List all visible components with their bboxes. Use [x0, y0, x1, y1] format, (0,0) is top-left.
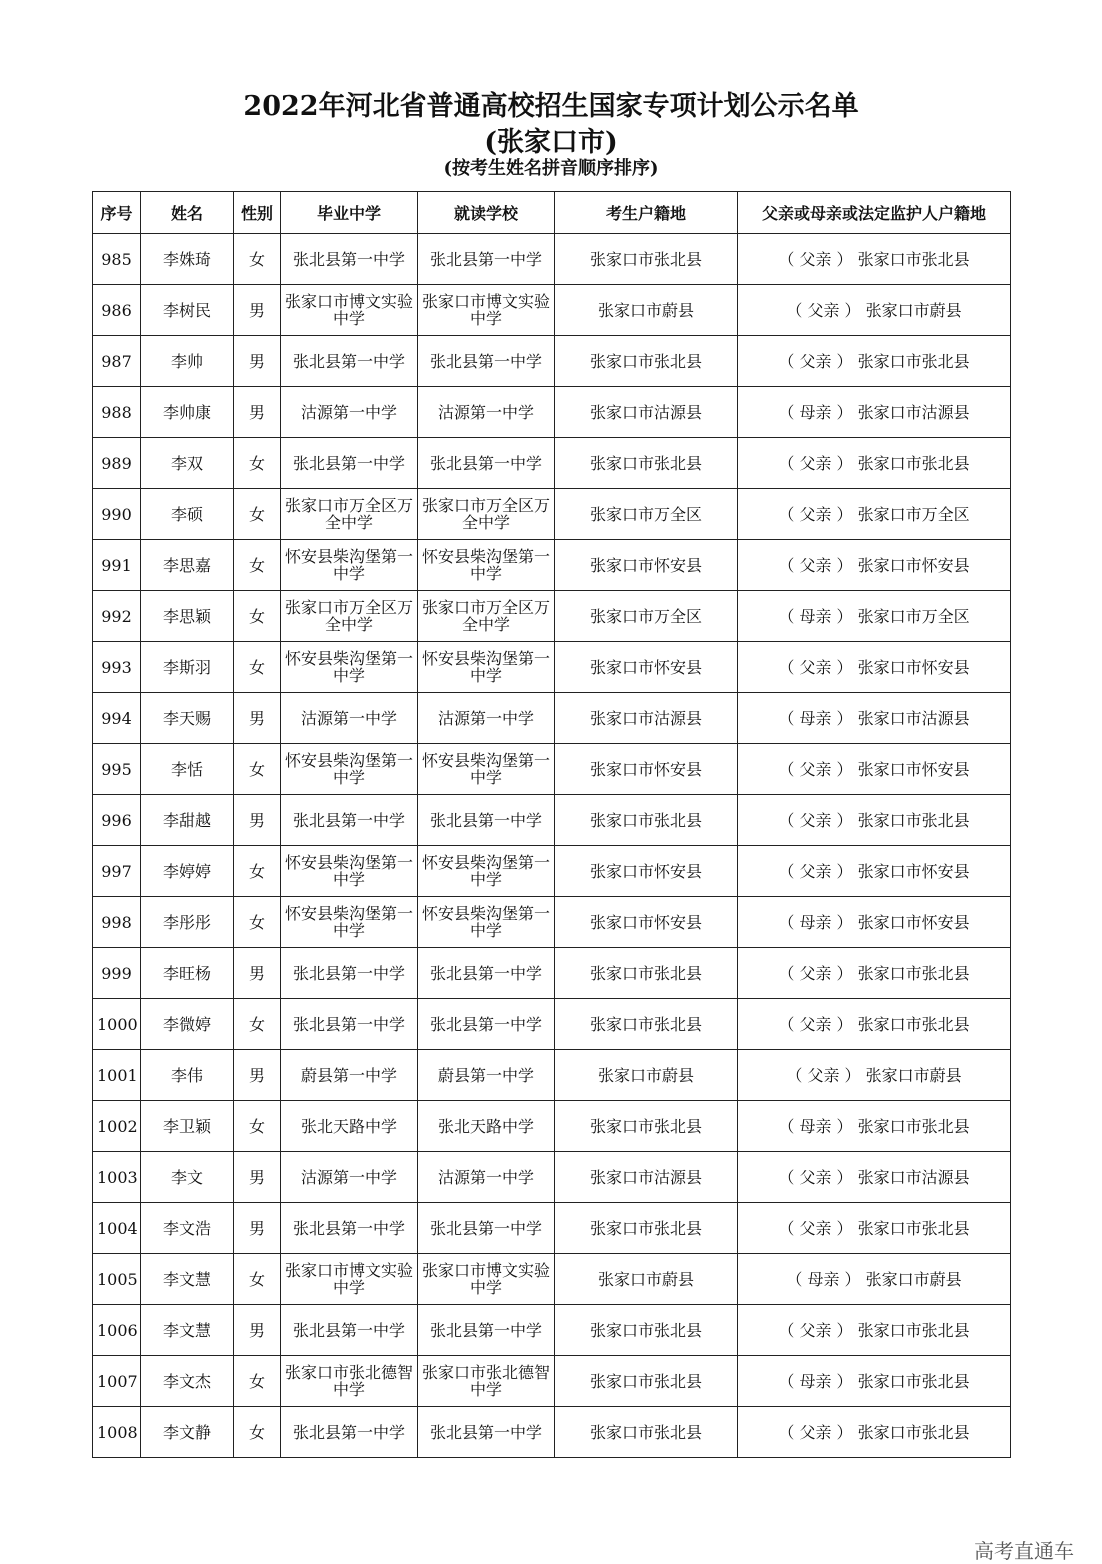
- document-title: 2022年河北省普通高校招生国家专项计划公示名单: [243, 91, 859, 122]
- table-row: [93, 234, 1011, 285]
- cell-grad-school: 沽源第一中学: [281, 693, 418, 744]
- cell-name: 李文慧: [141, 1305, 234, 1356]
- cell-name: 李帅: [141, 336, 234, 387]
- cell-gender: 男: [234, 1050, 281, 1101]
- table-row: [93, 897, 1011, 948]
- cell-grad-school: 张北县第一中学: [281, 438, 418, 489]
- cell-current-school: 张北县第一中学: [418, 795, 555, 846]
- cell-grad-school: 张北县第一中学: [281, 795, 418, 846]
- cell-current-school: 张北县第一中学: [418, 438, 555, 489]
- cell-name: 李文浩: [141, 1203, 234, 1254]
- table-row: [93, 438, 1011, 489]
- cell-guardian: （ 母亲 ） 张家口市万全区: [738, 591, 1011, 642]
- cell-gender: 女: [234, 642, 281, 693]
- cell-household: 张家口市张北县: [555, 999, 738, 1050]
- cell-grad-school: 张家口市万全区万全中学: [281, 591, 418, 642]
- col-header-seq: 序号: [93, 192, 141, 234]
- cell-gender: 女: [234, 1254, 281, 1305]
- cell-grad-school: 张北县第一中学: [281, 1305, 418, 1356]
- cell-name: 李卫颖: [141, 1101, 234, 1152]
- cell-seq: 996: [93, 795, 141, 846]
- table-row: [93, 1050, 1011, 1101]
- cell-current-school: 张家口市博文实验中学: [418, 285, 555, 336]
- cell-household: 张家口市怀安县: [555, 744, 738, 795]
- table-row: [93, 693, 1011, 744]
- table-row: [93, 948, 1011, 999]
- cell-name: 李思嘉: [141, 540, 234, 591]
- cell-name: 李微婷: [141, 999, 234, 1050]
- cell-household: 张家口市万全区: [555, 591, 738, 642]
- cell-seq: 985: [93, 234, 141, 285]
- header-row: [93, 192, 1011, 234]
- table-row: [93, 1254, 1011, 1305]
- cell-household: 张家口市沽源县: [555, 693, 738, 744]
- cell-guardian: （ 母亲 ） 张家口市张北县: [738, 1356, 1011, 1407]
- cell-household: 张家口市蔚县: [555, 1254, 738, 1305]
- cell-gender: 女: [234, 744, 281, 795]
- cell-current-school: 张北县第一中学: [418, 336, 555, 387]
- cell-household: 张家口市张北县: [555, 438, 738, 489]
- cell-household: 张家口市怀安县: [555, 540, 738, 591]
- cell-name: 李天赐: [141, 693, 234, 744]
- cell-seq: 989: [93, 438, 141, 489]
- cell-name: 李文慧: [141, 1254, 234, 1305]
- cell-seq: 1003: [93, 1152, 141, 1203]
- cell-gender: 男: [234, 285, 281, 336]
- cell-guardian: （ 母亲 ） 张家口市蔚县: [738, 1254, 1011, 1305]
- col-header-name: 姓名: [141, 192, 234, 234]
- cell-current-school: 张北县第一中学: [418, 234, 555, 285]
- table-row: [93, 1305, 1011, 1356]
- roster-body: [93, 234, 1011, 1458]
- cell-guardian: （ 父亲 ） 张家口市张北县: [738, 1305, 1011, 1356]
- cell-guardian: （ 父亲 ） 张家口市万全区: [738, 489, 1011, 540]
- cell-seq: 1002: [93, 1101, 141, 1152]
- cell-gender: 女: [234, 234, 281, 285]
- cell-seq: 1001: [93, 1050, 141, 1101]
- cell-name: 李双: [141, 438, 234, 489]
- cell-name: 李帅康: [141, 387, 234, 438]
- cell-seq: 991: [93, 540, 141, 591]
- cell-gender: 男: [234, 795, 281, 846]
- table-row: [93, 1101, 1011, 1152]
- table-row: [93, 540, 1011, 591]
- sort-note: (按考生姓名拼音顺序排序): [443, 158, 659, 179]
- cell-household: 张家口市蔚县: [555, 1050, 738, 1101]
- cell-household: 张家口市张北县: [555, 1203, 738, 1254]
- cell-seq: 998: [93, 897, 141, 948]
- cell-guardian: （ 母亲 ） 张家口市张北县: [738, 1101, 1011, 1152]
- cell-seq: 990: [93, 489, 141, 540]
- cell-guardian: （ 父亲 ） 张家口市张北县: [738, 336, 1011, 387]
- col-header-current-school: 就读学校: [418, 192, 555, 234]
- table-row: [93, 285, 1011, 336]
- cell-gender: 女: [234, 438, 281, 489]
- cell-gender: 女: [234, 489, 281, 540]
- cell-seq: 994: [93, 693, 141, 744]
- table-row: [93, 795, 1011, 846]
- cell-grad-school: 怀安县柴沟堡第一中学: [281, 744, 418, 795]
- table-row: [93, 591, 1011, 642]
- cell-gender: 女: [234, 999, 281, 1050]
- cell-guardian: （ 父亲 ） 张家口市张北县: [738, 234, 1011, 285]
- cell-current-school: 张北县第一中学: [418, 999, 555, 1050]
- cell-current-school: 张家口市万全区万全中学: [418, 489, 555, 540]
- cell-grad-school: 张家口市张北德智中学: [281, 1356, 418, 1407]
- cell-guardian: （ 母亲 ） 张家口市怀安县: [738, 897, 1011, 948]
- cell-name: 李文静: [141, 1407, 234, 1458]
- table-row: [93, 999, 1011, 1050]
- cell-seq: 987: [93, 336, 141, 387]
- cell-seq: 993: [93, 642, 141, 693]
- cell-guardian: （ 父亲 ） 张家口市蔚县: [738, 285, 1011, 336]
- cell-household: 张家口市张北县: [555, 336, 738, 387]
- cell-current-school: 蔚县第一中学: [418, 1050, 555, 1101]
- cell-grad-school: 张北县第一中学: [281, 948, 418, 999]
- col-header-grad-school: 毕业中学: [281, 192, 418, 234]
- table-row: [93, 489, 1011, 540]
- cell-household: 张家口市怀安县: [555, 897, 738, 948]
- cell-household: 张家口市张北县: [555, 795, 738, 846]
- cell-seq: 999: [93, 948, 141, 999]
- cell-gender: 男: [234, 387, 281, 438]
- cell-grad-school: 张北天路中学: [281, 1101, 418, 1152]
- cell-gender: 女: [234, 846, 281, 897]
- cell-seq: 1004: [93, 1203, 141, 1254]
- cell-name: 李伟: [141, 1050, 234, 1101]
- cell-gender: 女: [234, 1407, 281, 1458]
- cell-guardian: （ 父亲 ） 张家口市怀安县: [738, 642, 1011, 693]
- table-row: [93, 1407, 1011, 1458]
- cell-current-school: 张北县第一中学: [418, 948, 555, 999]
- cell-name: 李姝琦: [141, 234, 234, 285]
- cell-household: 张家口市沽源县: [555, 387, 738, 438]
- cell-grad-school: 张北县第一中学: [281, 234, 418, 285]
- cell-current-school: 张北县第一中学: [418, 1203, 555, 1254]
- cell-name: 李思颖: [141, 591, 234, 642]
- cell-household: 张家口市张北县: [555, 1356, 738, 1407]
- cell-guardian: （ 母亲 ） 张家口市沽源县: [738, 693, 1011, 744]
- cell-household: 张家口市张北县: [555, 1305, 738, 1356]
- cell-seq: 1005: [93, 1254, 141, 1305]
- cell-current-school: 沽源第一中学: [418, 387, 555, 438]
- cell-grad-school: 张北县第一中学: [281, 999, 418, 1050]
- cell-household: 张家口市蔚县: [555, 285, 738, 336]
- cell-grad-school: 怀安县柴沟堡第一中学: [281, 846, 418, 897]
- roster-table: [92, 191, 1011, 1458]
- cell-current-school: 沽源第一中学: [418, 693, 555, 744]
- cell-seq: 1008: [93, 1407, 141, 1458]
- cell-current-school: 张北天路中学: [418, 1101, 555, 1152]
- cell-grad-school: 沽源第一中学: [281, 1152, 418, 1203]
- cell-name: 李甜越: [141, 795, 234, 846]
- cell-grad-school: 张北县第一中学: [281, 1203, 418, 1254]
- cell-household: 张家口市怀安县: [555, 846, 738, 897]
- cell-gender: 男: [234, 948, 281, 999]
- cell-current-school: 怀安县柴沟堡第一中学: [418, 642, 555, 693]
- watermark-text: 高考直通车: [974, 1539, 1074, 1563]
- cell-grad-school: 张家口市博文实验中学: [281, 285, 418, 336]
- cell-current-school: 怀安县柴沟堡第一中学: [418, 744, 555, 795]
- cell-name: 李文杰: [141, 1356, 234, 1407]
- cell-gender: 女: [234, 591, 281, 642]
- cell-grad-school: 蔚县第一中学: [281, 1050, 418, 1101]
- cell-guardian: （ 父亲 ） 张家口市怀安县: [738, 744, 1011, 795]
- cell-name: 李恬: [141, 744, 234, 795]
- cell-name: 李文: [141, 1152, 234, 1203]
- cell-gender: 女: [234, 540, 281, 591]
- cell-grad-school: 沽源第一中学: [281, 387, 418, 438]
- cell-gender: 女: [234, 1356, 281, 1407]
- cell-current-school: 怀安县柴沟堡第一中学: [418, 846, 555, 897]
- cell-gender: 男: [234, 336, 281, 387]
- cell-grad-school: 怀安县柴沟堡第一中学: [281, 642, 418, 693]
- cell-name: 李斯羽: [141, 642, 234, 693]
- cell-guardian: （ 父亲 ） 张家口市张北县: [738, 948, 1011, 999]
- cell-grad-school: 张家口市博文实验中学: [281, 1254, 418, 1305]
- cell-guardian: （ 父亲 ） 张家口市怀安县: [738, 846, 1011, 897]
- cell-household: 张家口市怀安县: [555, 642, 738, 693]
- table-row: [93, 744, 1011, 795]
- cell-guardian: （ 父亲 ） 张家口市沽源县: [738, 1152, 1011, 1203]
- cell-current-school: 张家口市万全区万全中学: [418, 591, 555, 642]
- cell-seq: 995: [93, 744, 141, 795]
- cell-household: 张家口市张北县: [555, 948, 738, 999]
- cell-grad-school: 张北县第一中学: [281, 1407, 418, 1458]
- cell-grad-school: 张北县第一中学: [281, 336, 418, 387]
- cell-gender: 男: [234, 1305, 281, 1356]
- col-header-household: 考生户籍地: [555, 192, 738, 234]
- cell-guardian: （ 父亲 ） 张家口市怀安县: [738, 540, 1011, 591]
- cell-seq: 988: [93, 387, 141, 438]
- cell-current-school: 张家口市博文实验中学: [418, 1254, 555, 1305]
- cell-seq: 1006: [93, 1305, 141, 1356]
- cell-current-school: 张北县第一中学: [418, 1407, 555, 1458]
- cell-current-school: 怀安县柴沟堡第一中学: [418, 540, 555, 591]
- cell-current-school: 张北县第一中学: [418, 1305, 555, 1356]
- cell-name: 李婷婷: [141, 846, 234, 897]
- col-header-gender: 性别: [234, 192, 281, 234]
- cell-seq: 1000: [93, 999, 141, 1050]
- col-header-guardian: 父亲或母亲或法定监护人户籍地: [738, 192, 1011, 234]
- city-subtitle: (张家口市): [484, 127, 618, 158]
- cell-household: 张家口市张北县: [555, 234, 738, 285]
- cell-gender: 男: [234, 693, 281, 744]
- table-row: [93, 1152, 1011, 1203]
- cell-guardian: （ 母亲 ） 张家口市沽源县: [738, 387, 1011, 438]
- cell-seq: 986: [93, 285, 141, 336]
- cell-grad-school: 怀安县柴沟堡第一中学: [281, 897, 418, 948]
- cell-gender: 男: [234, 1152, 281, 1203]
- table-row: [93, 642, 1011, 693]
- cell-guardian: （ 父亲 ） 张家口市张北县: [738, 999, 1011, 1050]
- cell-seq: 1007: [93, 1356, 141, 1407]
- cell-household: 张家口市万全区: [555, 489, 738, 540]
- cell-grad-school: 怀安县柴沟堡第一中学: [281, 540, 418, 591]
- cell-name: 李旺杨: [141, 948, 234, 999]
- table-row: [93, 1356, 1011, 1407]
- cell-guardian: （ 父亲 ） 张家口市张北县: [738, 438, 1011, 489]
- cell-household: 张家口市张北县: [555, 1101, 738, 1152]
- cell-gender: 男: [234, 1203, 281, 1254]
- cell-guardian: （ 父亲 ） 张家口市张北县: [738, 795, 1011, 846]
- cell-household: 张家口市沽源县: [555, 1152, 738, 1203]
- cell-current-school: 张家口市张北德智中学: [418, 1356, 555, 1407]
- cell-seq: 992: [93, 591, 141, 642]
- cell-grad-school: 张家口市万全区万全中学: [281, 489, 418, 540]
- cell-name: 李硕: [141, 489, 234, 540]
- cell-seq: 997: [93, 846, 141, 897]
- cell-household: 张家口市张北县: [555, 1407, 738, 1458]
- cell-guardian: （ 父亲 ） 张家口市张北县: [738, 1203, 1011, 1254]
- cell-guardian: （ 父亲 ） 张家口市张北县: [738, 1407, 1011, 1458]
- table-row: [93, 1203, 1011, 1254]
- cell-gender: 女: [234, 1101, 281, 1152]
- table-row: [93, 336, 1011, 387]
- cell-name: 李彤彤: [141, 897, 234, 948]
- table-row: [93, 846, 1011, 897]
- table-row: [93, 387, 1011, 438]
- cell-gender: 女: [234, 897, 281, 948]
- cell-current-school: 怀安县柴沟堡第一中学: [418, 897, 555, 948]
- cell-guardian: （ 父亲 ） 张家口市蔚县: [738, 1050, 1011, 1101]
- cell-current-school: 沽源第一中学: [418, 1152, 555, 1203]
- cell-name: 李树民: [141, 285, 234, 336]
